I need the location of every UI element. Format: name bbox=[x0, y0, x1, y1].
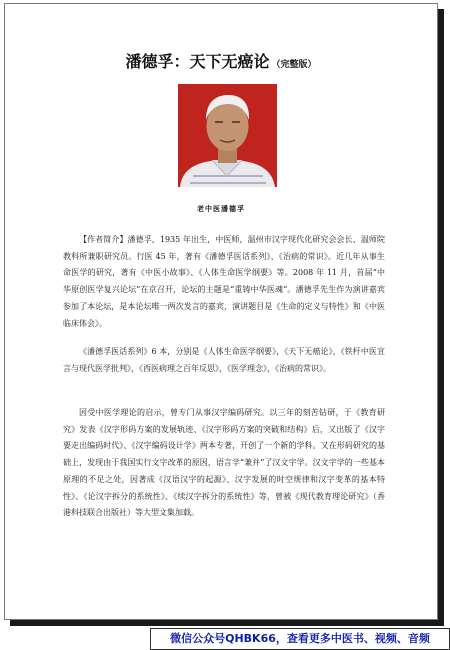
paragraph-series bbox=[63, 344, 385, 377]
paragraph-text: 因受中医学理论的启示，曾专门从事汉字编码研究。以三年的刻苦钻研，于《教育研究》发表《汉字形码方案的发展轨迹、《汉字形码方案的突破和结构》后，又出版了《汉字要走出编码时代》、《汉字编码设计学》两本专著，开创了一个新的学科。又在形码研究的基础上，发现由于我国实行文字改革的原因，语言学“兼并”了汉文字学。汉文字学的一些基本原理的不足之处，因著成《汉语汉字的起源》、汉字发展的时空规律和汉字变革的基本特性》、《论汉字拆分的系统性》、《续汉字拆分的系统性》等，曾被《现代教育理论研究》（香港科技联合出版社）等大型文集加载。 bbox=[63, 408, 385, 518]
author-photo bbox=[178, 84, 277, 187]
paragraph-text: 《潘德孚医话系列》6 本，分别是《人体生命医学纲要》，《天下无癌论》，《铁杆中医宣言与现代医学批判》，《西医病理之百年反思》，《医学理念》，《治病的常识》。 bbox=[63, 347, 385, 373]
document-page bbox=[4, 3, 438, 620]
document-title bbox=[5, 49, 437, 72]
title-suffix: （完整版） bbox=[271, 60, 317, 70]
wechat-banner: 微信公众号QHBK66，查看更多中医书、视频、音频 bbox=[150, 628, 450, 650]
paragraph-text: 【作者简介】潘德孚，1935 年出生，中医师，温州市汉字现代化研究会会长、温师院教科所兼职研究员。行医 45 年，著有《潘德孚医话系列》、《治病的常识》。近几年从事生命医学的研究，著有《中医小故事》、《人体生命医学纲要》等。2008 年 11 月，首届“中华原创医学复兴论坛”在京召开，论坛的主题是“重铸中华医魂”。潘德孚先生作为演讲嘉宾参加了本论坛，是本论坛唯一两次发言的嘉宾，演讲题目是《生命的定义与特性》和《中医临床体会》。 bbox=[63, 235, 385, 328]
paragraph-author-intro bbox=[63, 232, 385, 332]
title-main: 潘德孚：天下无癌论 bbox=[125, 52, 270, 71]
paragraph-research bbox=[63, 405, 385, 522]
author-portrait-image bbox=[178, 84, 277, 187]
photo-caption: 老中医潘德孚 bbox=[197, 204, 245, 213]
